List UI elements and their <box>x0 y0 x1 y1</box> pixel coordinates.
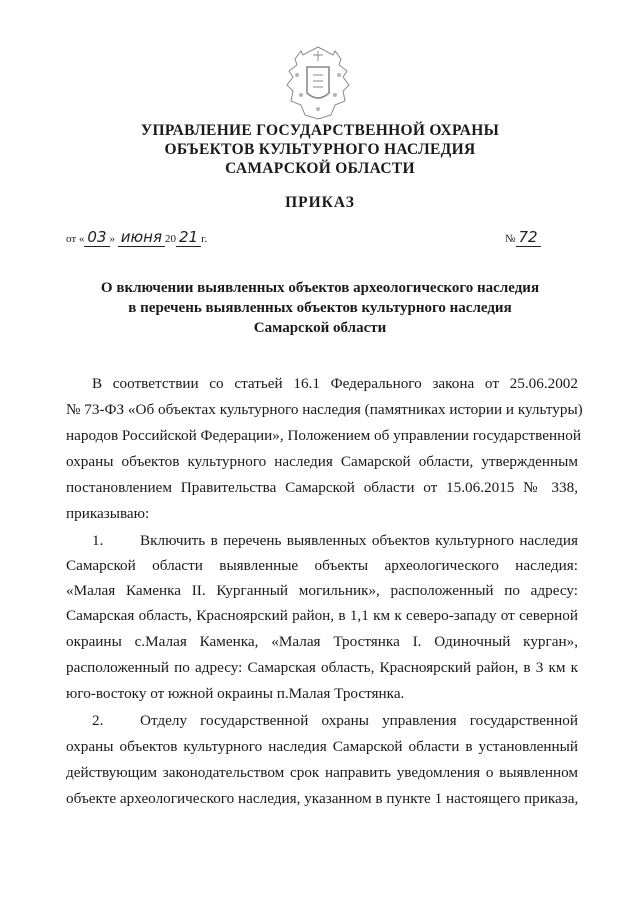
order-number: № 72 <box>505 228 541 246</box>
document-type: ПРИКАЗ <box>285 194 355 211</box>
preamble-line: № 73-ФЗ «Об объектах культурного наследия (памятниках истории и культуры) <box>66 401 583 418</box>
order-number-value: 72 <box>516 228 541 247</box>
item-1-line: расположенный по адресу: Самарская область, Красноярский район, в 3 км к <box>66 659 578 676</box>
subject-line-1: О включении выявленных объектов археологического наследия <box>100 280 540 296</box>
preamble-line: приказываю: <box>66 505 150 522</box>
item-1-line: Включить в перечень выявленных объектов культурного наследия <box>140 532 578 549</box>
org-name-line-3: САМАРСКОЙ ОБЛАСТИ <box>225 160 415 177</box>
date-day: 03 <box>84 228 109 247</box>
date-line: от « 03 » июня 20 21 г. <box>66 228 208 246</box>
item-2-line: Отделу государственной охраны управления государственной <box>140 712 578 729</box>
item-2-line: действующим законодательством срок направить уведомления о выявленном <box>66 764 578 781</box>
preamble-line: постановлением Правительства Самарской области от 15.06.2015 № 338, <box>66 479 578 496</box>
item-1-line: юго-востоку от южной окраины п.Малая Тростянка. <box>66 685 405 702</box>
date-year: 21 <box>176 228 201 247</box>
item-1-line: Самарская область, Красноярский район, в 1,1 км к северо-западу от северной <box>66 607 578 624</box>
org-name-line-1: УПРАВЛЕНИЕ ГОСУДАРСТВЕННОЙ ОХРАНЫ <box>140 122 500 139</box>
date-month: июня <box>118 228 165 247</box>
item-2-number: 2. <box>92 712 104 729</box>
coat-of-arms-icon <box>283 45 353 121</box>
item-1-line: окраины с.Малая Каменка, «Малая Тростянка I. Одиночный курган», <box>66 633 578 650</box>
subject-line-3: Самарской области <box>253 320 387 336</box>
preamble-line: охраны объектов культурного наследия Самарской области, утвержденным <box>66 453 578 470</box>
subject-line-2: в перечень выявленных объектов культурного наследия <box>128 300 512 316</box>
preamble-line: народов Российской Федерации», Положением об управлении государственной <box>66 427 581 444</box>
item-2-line: охраны объектов культурного наследия Самарской области в установленный <box>66 738 578 755</box>
item-1-line: Самарской области выявленные объекты археологического наследия: <box>66 557 578 574</box>
item-2-line: объекте археологического наследия, указанном в пункте 1 настоящего приказа, <box>66 790 579 807</box>
preamble-line: В соответствии со статьей 16.1 Федерального закона от 25.06.2002 <box>92 375 578 392</box>
org-name-line-2: ОБЪЕКТОВ КУЛЬТУРНОГО НАСЛЕДИЯ <box>164 141 476 158</box>
item-1-line: «Малая Каменка II. Курганный могильник», расположенный по адресу: <box>66 582 578 599</box>
item-1-number: 1. <box>92 532 104 549</box>
